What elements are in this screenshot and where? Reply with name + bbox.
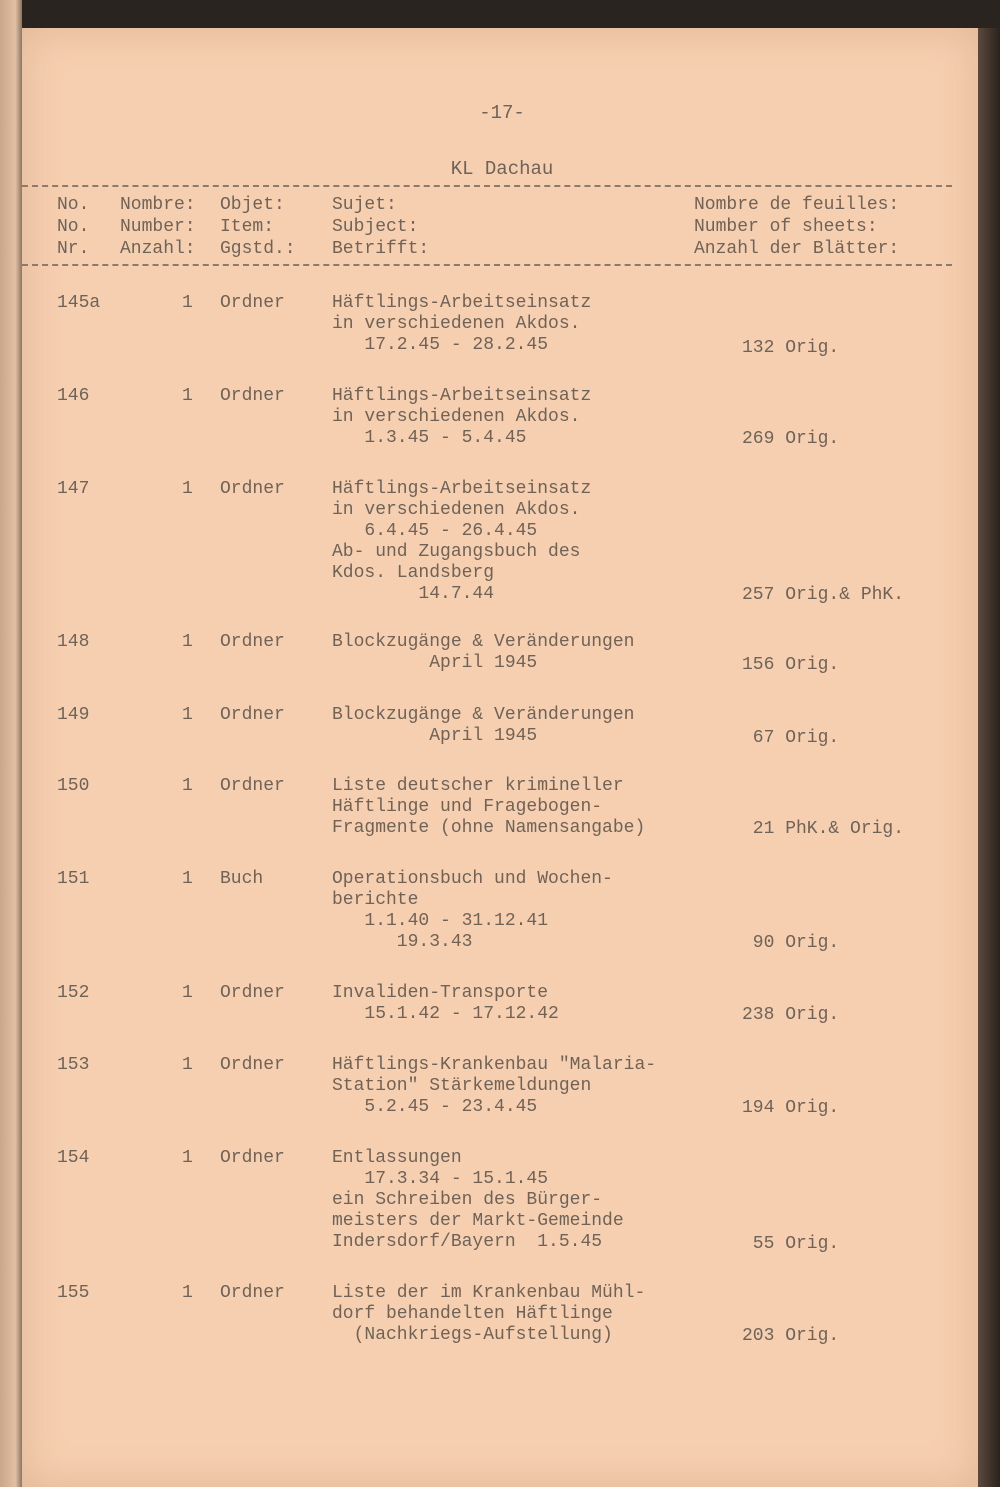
subject-line: meisters der Markt-Gemeinde	[332, 1211, 624, 1231]
row-count: 1	[182, 1055, 193, 1075]
subject-line: Ab- und Zugangsbuch des	[332, 542, 581, 562]
row-sheets: 67 Orig.	[742, 728, 840, 748]
row-number: 155	[57, 1283, 90, 1303]
header-top-rule	[22, 185, 952, 187]
row-sheets: 203 Orig.	[742, 1326, 840, 1346]
row-item: Ordner	[220, 1055, 285, 1075]
row-sheets: 257 Orig.& PhK.	[742, 585, 905, 605]
subject-line: in verschiedenen Akdos.	[332, 407, 581, 427]
binder-edge	[978, 28, 1000, 1487]
subject-line: Operationsbuch und Wochen-	[332, 869, 613, 889]
row-item: Ordner	[220, 479, 285, 499]
row-count: 1	[182, 632, 193, 652]
header-no	[57, 194, 89, 260]
row-sheets: 21 PhK.& Orig.	[742, 819, 905, 839]
row-subject	[332, 1148, 624, 1253]
row-number: 148	[57, 632, 90, 652]
row-count: 1	[182, 293, 193, 313]
subject-line: 6.4.45 - 26.4.45	[332, 521, 538, 541]
subject-line: 15.1.42 - 17.12.42	[332, 1004, 559, 1024]
document-page	[22, 28, 978, 1487]
header-subject-en: Subject:	[332, 217, 419, 237]
row-subject	[332, 983, 559, 1025]
subject-line: April 1945	[332, 653, 538, 673]
header-sheets	[694, 194, 899, 260]
subject-line: Blockzugänge & Veränderungen	[332, 705, 635, 725]
header-sheets-fr: Nombre de feuilles:	[694, 195, 900, 215]
row-item: Ordner	[220, 1148, 285, 1168]
subject-line: Kdos. Landsberg	[332, 563, 495, 583]
row-number: 145a	[57, 293, 101, 313]
row-count: 1	[182, 1283, 193, 1303]
row-count: 1	[182, 776, 193, 796]
subject-line: ein Schreiben des Bürger-	[332, 1190, 603, 1210]
page-title: KL Dachau	[450, 158, 554, 180]
header-sheets-en: Number of sheets:	[694, 217, 878, 237]
subject-line: in verschiedenen Akdos.	[332, 500, 581, 520]
row-number: 149	[57, 705, 90, 725]
subject-line: Blockzugänge & Veränderungen	[332, 632, 635, 652]
row-subject	[332, 1055, 656, 1118]
subject-line: dorf behandelten Häftlinge	[332, 1304, 613, 1324]
row-subject	[332, 386, 591, 449]
subject-line: Liste der im Krankenbau Mühl-	[332, 1283, 646, 1303]
subject-line: Häftlings-Arbeitseinsatz	[332, 293, 592, 313]
row-number: 152	[57, 983, 90, 1003]
header-bottom-rule	[22, 264, 952, 266]
header-subject	[332, 194, 429, 260]
subject-line: 17.2.45 - 28.2.45	[332, 335, 549, 355]
header-item-en: Item:	[220, 217, 275, 237]
row-subject	[332, 632, 634, 674]
header-subject-fr: Sujet:	[332, 195, 397, 215]
row-item: Ordner	[220, 293, 285, 313]
header-no-fr: No.	[57, 195, 90, 215]
subject-line: Station" Stärkemeldungen	[332, 1076, 592, 1096]
adjacent-page-edge	[0, 0, 22, 1487]
row-item: Ordner	[220, 632, 285, 652]
subject-line: in verschiedenen Akdos.	[332, 314, 581, 334]
row-number: 151	[57, 869, 90, 889]
row-sheets: 156 Orig.	[742, 655, 840, 675]
header-item-de: Ggstd.:	[220, 239, 296, 259]
header-no-en: No.	[57, 217, 90, 237]
row-item: Ordner	[220, 386, 285, 406]
subject-line: 17.3.34 - 15.1.45	[332, 1169, 549, 1189]
subject-line: Häftlings-Arbeitseinsatz	[332, 479, 592, 499]
subject-line: 1.1.40 - 31.12.41	[332, 911, 549, 931]
subject-line: Liste deutscher krimineller	[332, 776, 624, 796]
subject-line: Häftlinge und Fragebogen-	[332, 797, 603, 817]
subject-line: berichte	[332, 890, 419, 910]
subject-line: April 1945	[332, 726, 538, 746]
row-subject	[332, 705, 634, 747]
row-item: Buch	[220, 869, 264, 889]
subject-line: Invaliden-Transporte	[332, 983, 549, 1003]
row-sheets: 269 Orig.	[742, 429, 840, 449]
row-sheets: 90 Orig.	[742, 933, 840, 953]
header-number-fr: Nombre:	[120, 195, 196, 215]
row-sheets: 132 Orig.	[742, 338, 840, 358]
subject-line: Häftlings-Krankenbau "Malaria-	[332, 1055, 657, 1075]
row-count: 1	[182, 479, 193, 499]
row-sheets: 194 Orig.	[742, 1098, 840, 1118]
row-subject	[332, 1283, 645, 1346]
row-item: Ordner	[220, 983, 285, 1003]
row-sheets: 55 Orig.	[742, 1234, 840, 1254]
subject-line: 5.2.45 - 23.4.45	[332, 1097, 538, 1117]
subject-line: Fragmente (ohne Namensangabe)	[332, 818, 646, 838]
header-subject-de: Betrifft:	[332, 239, 430, 259]
header-sheets-de: Anzahl der Blätter:	[694, 239, 900, 259]
row-count: 1	[182, 983, 193, 1003]
row-number: 147	[57, 479, 90, 499]
row-number: 153	[57, 1055, 90, 1075]
row-subject	[332, 293, 591, 356]
row-item: Ordner	[220, 1283, 285, 1303]
row-count: 1	[182, 1148, 193, 1168]
row-count: 1	[182, 869, 193, 889]
header-no-de: Nr.	[57, 239, 90, 259]
row-item: Ordner	[220, 776, 285, 796]
header-number-de: Anzahl:	[120, 239, 196, 259]
subject-line: Entlassungen	[332, 1148, 462, 1168]
header-number	[120, 194, 196, 260]
subject-line: Häftlings-Arbeitseinsatz	[332, 386, 592, 406]
row-number: 154	[57, 1148, 90, 1168]
row-number: 150	[57, 776, 90, 796]
subject-line: (Nachkriegs-Aufstellung)	[332, 1325, 613, 1345]
subject-line: Indersdorf/Bayern 1.5.45	[332, 1232, 603, 1252]
header-item	[220, 194, 296, 260]
subject-line: 14.7.44	[332, 584, 495, 604]
page-number: -17-	[479, 102, 525, 124]
row-sheets: 238 Orig.	[742, 1005, 840, 1025]
header-item-fr: Objet:	[220, 195, 285, 215]
row-item: Ordner	[220, 705, 285, 725]
row-subject	[332, 479, 591, 605]
header-number-en: Number:	[120, 217, 196, 237]
row-subject	[332, 776, 645, 839]
row-subject	[332, 869, 613, 953]
subject-line: 1.3.45 - 5.4.45	[332, 428, 527, 448]
row-count: 1	[182, 386, 193, 406]
row-number: 146	[57, 386, 90, 406]
subject-line: 19.3.43	[332, 932, 473, 952]
row-count: 1	[182, 705, 193, 725]
